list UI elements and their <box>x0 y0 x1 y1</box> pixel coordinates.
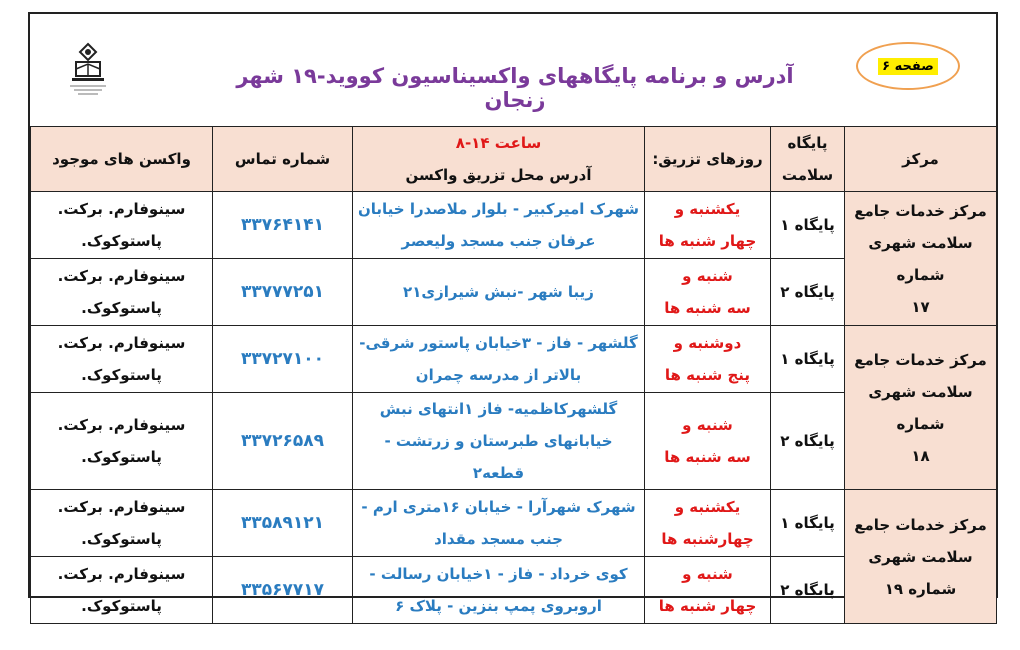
vaccines-cell: سینوفارم. برکت. پاستوکوک. <box>31 326 213 393</box>
center-name-cell: مرکز خدمات جامع سلامت شهری شماره ۱۸ <box>845 326 997 490</box>
days-cell: شنبه و چهار شنبه ها <box>645 557 771 624</box>
column-header-center: مرکز <box>845 127 997 192</box>
university-emblem-icon <box>60 40 116 100</box>
phone-cell: ۳۳۷۲۶۵۸۹ <box>213 393 353 490</box>
center-name-cell: مرکز خدمات جامع سلامت شهری شماره ۱۷ <box>845 192 997 326</box>
page-number-label: صفحه ۶ <box>878 58 938 75</box>
address-cell: گلشهرکاظمیه- فاز ۱انتهای نبش خیابانهای طبرستان و زرتشت - قطعه۲ <box>353 393 645 490</box>
column-header-days: روزهای تزریق: <box>645 127 771 192</box>
document-header <box>30 14 996 128</box>
hours-label: ساعت ۱۴-۸ <box>455 134 542 152</box>
page-number-badge <box>856 42 960 90</box>
vaccines-cell: سینوفارم. برکت. پاستوکوک. <box>31 259 213 326</box>
vaccines-cell: سینوفارم. برکت. پاستوکوک. <box>31 192 213 259</box>
address-cell: شهرک شهرآرا - خیابان ۱۶متری ارم - جنب مسجد مقداد <box>353 490 645 557</box>
column-header-address: ساعت ۱۴-۸ آدرس محل تزریق واکسن <box>353 127 645 192</box>
column-header-phone: شماره تماس <box>213 127 353 192</box>
vaccines-cell: سینوفارم. برکت. پاستوکوک. <box>31 393 213 490</box>
phone-cell: ۳۳۵۸۹۱۲۱ <box>213 490 353 557</box>
phone-cell: ۳۳۵۶۷۷۱۷ <box>213 557 353 624</box>
phone-cell: ۳۳۷۶۴۱۴۱ <box>213 192 353 259</box>
base-cell: پایگاه ۲ <box>771 557 845 624</box>
days-cell: شنبه و سه شنبه ها <box>645 259 771 326</box>
vaccines-cell: سینوفارم. برکت. پاستوکوک. <box>31 557 213 624</box>
document-page <box>28 12 998 615</box>
vaccines-cell: سینوفارم. برکت. پاستوکوک. <box>31 490 213 557</box>
column-header-vaccines: واکسن های موجود <box>31 127 213 192</box>
address-cell: گلشهر - فاز - ۳خیابان پاستور شرقی- بالاتر از مدرسه چمران <box>353 326 645 393</box>
table-header-row <box>31 127 997 192</box>
center-name-cell: مرکز خدمات جامع سلامت شهری شماره ۱۹ <box>845 490 997 624</box>
vaccination-sites-table <box>30 126 997 624</box>
table-row <box>31 192 997 259</box>
days-cell: یکشنبه و چهار شنبه ها <box>645 192 771 259</box>
days-cell: دوشنبه و پنج شنبه ها <box>645 326 771 393</box>
address-cell: کوی خرداد - فاز - ۱خیابان رسالت - اروبروی پمپ بنزین - پلاک ۶ <box>353 557 645 624</box>
base-cell: پایگاه ۱ <box>771 490 845 557</box>
base-cell: پایگاه ۲ <box>771 393 845 490</box>
page-title: آدرس و برنامه پایگاههای واکسیناسیون کووید-۱۹ شهر زنجان <box>236 64 794 112</box>
days-cell: شنبه و سه شنبه ها <box>645 393 771 490</box>
table-row <box>31 326 997 393</box>
address-cell: زیبا شهر -نبش شیرازی۲۱ <box>353 259 645 326</box>
table-row <box>31 490 997 557</box>
base-cell: پایگاه ۱ <box>771 326 845 393</box>
base-cell: پایگاه ۱ <box>771 192 845 259</box>
days-cell: یکشنبه و چهارشنبه ها <box>645 490 771 557</box>
phone-cell: ۳۳۷۲۷۱۰۰ <box>213 326 353 393</box>
phone-cell: ۳۳۷۷۷۲۵۱ <box>213 259 353 326</box>
address-cell: شهرک امیرکبیر - بلوار ملاصدرا خیابان عرفان جنب مسجد ولیعصر <box>353 192 645 259</box>
base-cell: پایگاه ۲ <box>771 259 845 326</box>
column-header-base: پایگاه سلامت <box>771 127 845 192</box>
